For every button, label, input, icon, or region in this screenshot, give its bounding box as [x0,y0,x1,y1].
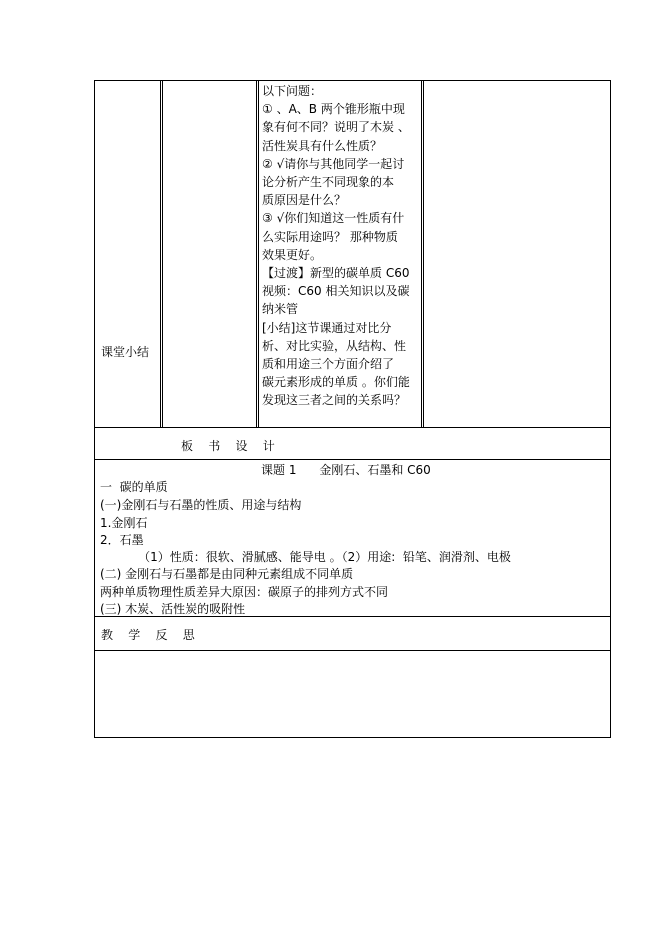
board-line: 1.金刚石 [100,516,148,530]
lesson-content-cell [262,82,424,410]
content-line: 象有何不同？说明了木炭 、 [262,120,410,135]
row-divider-2 [94,459,611,460]
board-design-title: 课题 1 金刚石、石墨和 C60 [261,463,431,477]
row-divider-4 [94,650,611,651]
content-line: 质原因是什么？ [262,193,347,208]
col-divider-1a [160,80,161,427]
board-line: 2．石墨 [100,533,144,547]
content-line: 纳米管 [262,302,299,317]
table-left-border [94,80,95,738]
content-line: 碳元素形成的单质 。你们能 [262,375,410,390]
content-line: ② √请你与其他同学一起讨 [262,156,405,171]
content-line: 以下问题： [262,84,323,98]
board-line: (二) 金刚石与石墨都是由同种元素组成不同单质 [100,567,354,581]
col-divider-2a [256,80,257,427]
content-line: 析、对比实验，从结构、性 [262,338,407,353]
content-line: 质和用途三个方面介绍了 [262,357,395,372]
col-divider-1b [162,80,163,427]
table-right-border [610,80,611,738]
content-line: [小结]这节课通过对比分 [262,320,392,335]
board-line: 一 碳的单质 [100,480,168,494]
content-line: 效果更好。 [262,247,323,262]
row-divider-1 [94,427,611,428]
row-label-summary: 课堂小结 [101,345,150,359]
content-line: 发现这三者之间的关系吗？ [262,393,407,408]
content-line: ③ √你们知道这一性质有什 [262,211,405,226]
board-design-heading: 板 书 设 计 [181,439,275,453]
content-line: 论分析产生不同现象的本 [262,175,395,190]
content-line: 视频：C60 相关知识以及碳 [262,284,410,299]
teaching-reflection-heading: 教 学 反 思 [101,628,195,642]
board-line: 两种单质物理性质差异大原因：碳原子的排列方式不同 [100,585,389,599]
content-line: 【过渡】新型的碳单质 C60 [262,266,410,281]
content-line: ① 、A、B 两个锥形瓶中现 [262,102,405,117]
board-line: (三) 木炭、活性炭的吸附性 [100,602,246,616]
board-line: (一)金刚石与石墨的性质、用途与结构 [100,498,302,512]
content-line: 活性炭具有什么性质？ [262,138,383,153]
table-bottom-border [94,737,611,738]
col-divider-2b [258,80,259,427]
content-line: 么实际用途吗？ 那种物质 [262,229,398,244]
board-line: （1）性质：很软、滑腻感、能导电 。（2）用途: 铅笔、润滑剂、电极 [100,550,511,564]
table-top-border [94,80,611,81]
